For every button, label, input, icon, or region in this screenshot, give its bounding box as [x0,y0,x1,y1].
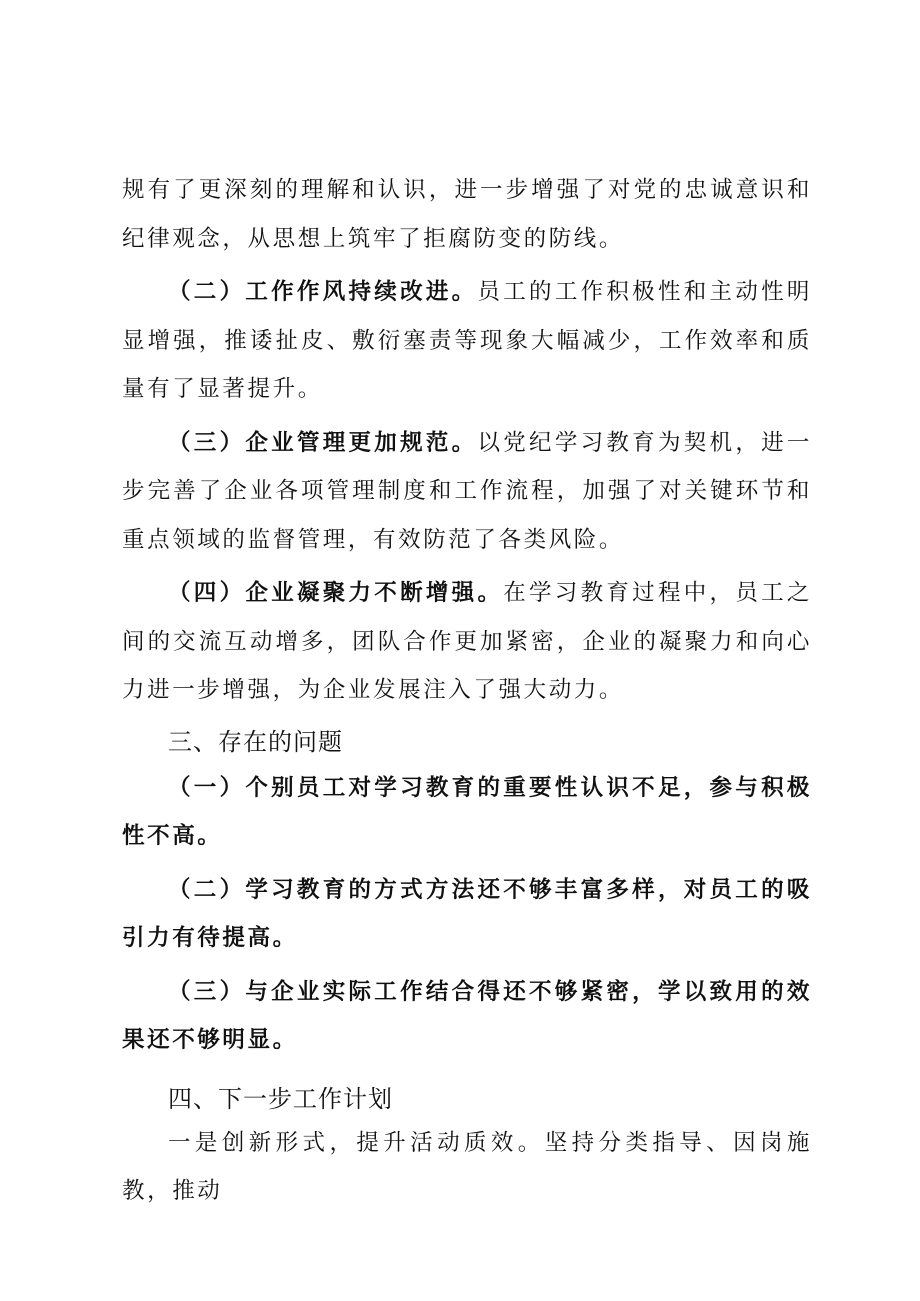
result-item-2-body: 员工的工作积极性和主动性明显增强，推诿扯皮、敷衍塞责等现象大幅减少，工作效率和质量有了显著提升。 [122,279,812,402]
result-item-4 [122,569,812,715]
result-item-2-lead: （二）工作作风持续改进。 [168,279,478,305]
result-item-2 [122,268,812,414]
problem-item-3: （三）与企业实际工作结合得还不够紧密，学以致用的效果还不够明显。 [122,978,812,1053]
result-item-4-lead: （四）企业凝聚力不断增强。 [168,580,504,606]
document-body [122,166,812,1216]
problem-item-2: （二）学习教育的方式方法还不够丰富多样，对员工的吸引力有待提高。 [122,876,812,951]
section-3-heading: 三、存在的问题 [168,727,343,756]
result-item-3-lead: （三）企业管理更加规范。 [168,429,478,456]
problem-item-1: （一）个别员工对学习教育的重要性认识不足，参与积极性不高。 [122,774,812,849]
result-item-4-body: 在学习教育过程中，员工之间的交流互动增多，团队合作更加紧密，企业的凝聚力和向心力进一步增强，为企业发展注入了强大动力。 [122,580,812,703]
result-item-3 [122,419,812,565]
paragraph-continuation: 规有了更深刻的理解和认识，进一步增强了对党的忠诚意识和纪律观念，从思想上筑牢了拒腐防变的防线。 [122,177,812,252]
plan-item-1: 一是创新形式，提升活动质效。坚持分类指导、因岗施教，推动 [122,1129,812,1204]
section-4-heading: 四、下一步工作计划 [168,1084,393,1113]
result-item-3-body: 以党纪学习教育为契机，进一步完善了企业各项管理制度和工作流程，加强了对关键环节和重点领域的监督管理，有效防范了各类风险。 [122,429,812,553]
